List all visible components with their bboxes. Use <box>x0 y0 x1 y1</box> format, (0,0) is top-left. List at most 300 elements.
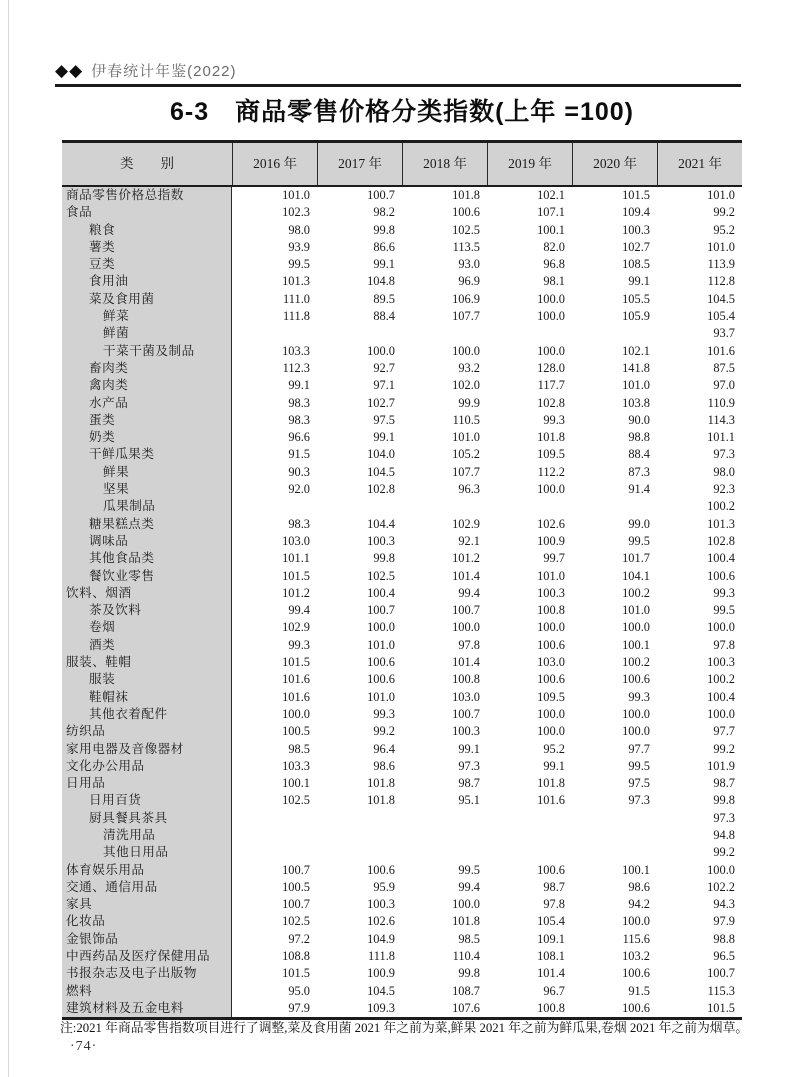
table-row <box>62 827 742 844</box>
row-value: 92.0 <box>288 482 310 497</box>
row-value: 101.4 <box>452 568 480 583</box>
row-category: 酒类 <box>62 637 232 654</box>
row-value: 100.0 <box>537 482 565 497</box>
table-row <box>62 256 742 273</box>
table-row <box>62 810 742 827</box>
row-value: 101.0 <box>707 239 735 254</box>
table-row <box>62 222 742 239</box>
row-value: 88.4 <box>628 447 650 462</box>
table-row <box>62 273 742 290</box>
row-category: 饮料、烟酒 <box>62 585 232 602</box>
row-value: 99.3 <box>713 585 735 600</box>
row-value: 103.3 <box>282 343 310 358</box>
row-value: 98.7 <box>458 776 480 791</box>
row-value: 98.8 <box>628 430 650 445</box>
row-value: 99.3 <box>628 689 650 704</box>
row-value <box>232 844 317 861</box>
row-value: 109.5 <box>537 447 565 462</box>
row-category: 清洗用品 <box>62 827 232 844</box>
row-value: 100.7 <box>367 603 395 618</box>
row-value: 100.7 <box>707 966 735 981</box>
row-value: 100.6 <box>537 862 565 877</box>
row-value: 97.2 <box>288 931 310 946</box>
table-row <box>62 395 742 412</box>
table-footnote: 注:2021 年商品零售指数项目进行了调整,菜及食用菌 2021 年之前为菜,鲜果 2021 年之前为鲜瓜果,卷烟 2021 年之前为烟草。 <box>60 1021 749 1035</box>
row-value: 102.5 <box>452 222 480 237</box>
row-value: 100.7 <box>282 862 310 877</box>
table-row <box>62 308 742 325</box>
row-value: 101.8 <box>537 776 565 791</box>
row-value: 99.1 <box>543 758 565 773</box>
row-value: 102.7 <box>622 239 650 254</box>
table-row <box>62 360 742 377</box>
table-row <box>62 931 742 948</box>
row-value: 99.2 <box>373 724 395 739</box>
row-value: 102.7 <box>367 395 395 410</box>
row-value: 92.1 <box>458 533 480 548</box>
price-index-table <box>62 140 742 1020</box>
row-category: 菜及食用菌 <box>62 291 232 308</box>
row-value: 112.3 <box>282 360 310 375</box>
row-value: 113.9 <box>707 257 735 272</box>
row-value: 100.6 <box>622 966 650 981</box>
table-row <box>62 446 742 463</box>
row-value: 111.8 <box>368 949 395 964</box>
row-category: 体育娱乐用品 <box>62 862 232 879</box>
table-title: 6-3 商品零售价格分类指数(上年 =100) <box>169 98 635 126</box>
row-value: 100.8 <box>537 1000 565 1015</box>
row-value: 100.0 <box>537 343 565 358</box>
row-value: 100.1 <box>622 637 650 652</box>
row-value: 101.7 <box>622 551 650 566</box>
row-value: 110.4 <box>452 949 480 964</box>
row-value: 100.3 <box>367 533 395 548</box>
row-value: 104.8 <box>367 274 395 289</box>
row-value <box>402 827 487 844</box>
row-value: 99.5 <box>288 257 310 272</box>
row-value: 100.6 <box>367 672 395 687</box>
row-category: 粮食 <box>62 222 232 239</box>
row-value: 100.2 <box>707 672 735 687</box>
header-year-cell: 2020 年 <box>572 143 657 185</box>
row-value: 100.3 <box>707 655 735 670</box>
row-value: 97.0 <box>713 378 735 393</box>
table-row <box>62 516 742 533</box>
row-value: 101.0 <box>367 637 395 652</box>
row-value: 99.3 <box>543 412 565 427</box>
table-row <box>62 1000 742 1017</box>
diamond-icon: ◆◆ <box>55 60 84 80</box>
row-category: 纺织品 <box>62 723 232 740</box>
row-value: 100.4 <box>367 585 395 600</box>
row-category: 化妆品 <box>62 913 232 930</box>
row-value: 99.4 <box>288 603 310 618</box>
row-value: 108.5 <box>622 257 650 272</box>
row-value <box>487 498 572 515</box>
row-value: 100.7 <box>367 188 395 202</box>
row-value: 100.3 <box>367 897 395 912</box>
row-value: 96.5 <box>713 949 735 964</box>
row-value: 95.2 <box>713 222 735 237</box>
header-year-cell: 2019 年 <box>487 143 572 185</box>
row-value: 97.9 <box>288 1000 310 1015</box>
row-value: 101.0 <box>622 378 650 393</box>
row-category: 薯类 <box>62 239 232 256</box>
row-value: 109.1 <box>537 931 565 946</box>
row-category: 坚果 <box>62 481 232 498</box>
row-value <box>317 325 402 342</box>
row-value: 98.5 <box>458 931 480 946</box>
row-value: 99.4 <box>458 585 480 600</box>
row-category: 奶类 <box>62 429 232 446</box>
row-value: 99.5 <box>458 862 480 877</box>
row-value: 97.7 <box>628 741 650 756</box>
row-value: 100.3 <box>452 724 480 739</box>
row-value: 93.0 <box>458 257 480 272</box>
row-value: 100.0 <box>537 724 565 739</box>
row-value: 102.0 <box>452 378 480 393</box>
row-value: 100.1 <box>282 776 310 791</box>
row-category: 日用品 <box>62 775 232 792</box>
row-category: 其他日用品 <box>62 844 232 861</box>
row-value: 101.2 <box>282 585 310 600</box>
row-value: 98.6 <box>628 879 650 894</box>
row-value: 100.0 <box>452 343 480 358</box>
row-value: 99.1 <box>288 378 310 393</box>
row-value: 95.9 <box>373 879 395 894</box>
table-row <box>62 913 742 930</box>
table-row <box>62 671 742 688</box>
table-row <box>62 896 742 913</box>
row-value: 111.8 <box>283 309 310 324</box>
row-value: 105.4 <box>707 309 735 324</box>
row-value: 101.1 <box>707 430 735 445</box>
row-value: 99.5 <box>628 758 650 773</box>
row-value: 96.4 <box>373 741 395 756</box>
row-value: 101.8 <box>452 914 480 929</box>
row-category: 食用油 <box>62 273 232 290</box>
row-value: 112.2 <box>537 464 565 479</box>
row-value: 101.0 <box>367 689 395 704</box>
row-value: 101.8 <box>367 776 395 791</box>
row-value: 114.3 <box>707 412 735 427</box>
row-value: 94.8 <box>713 827 735 842</box>
row-value: 100.6 <box>622 672 650 687</box>
row-value: 100.0 <box>537 309 565 324</box>
table-row <box>62 844 742 861</box>
row-value: 102.8 <box>707 533 735 548</box>
row-value: 100.1 <box>622 862 650 877</box>
row-category: 餐饮业零售 <box>62 568 232 585</box>
row-value: 106.9 <box>452 291 480 306</box>
row-value: 90.0 <box>628 412 650 427</box>
row-value: 98.3 <box>288 395 310 410</box>
row-value <box>317 844 402 861</box>
row-value: 109.4 <box>622 205 650 220</box>
table-row <box>62 723 742 740</box>
row-value: 98.1 <box>543 274 565 289</box>
row-value: 98.7 <box>543 879 565 894</box>
row-value: 104.9 <box>367 931 395 946</box>
row-value: 96.7 <box>543 983 565 998</box>
row-category: 家用电器及音像器材 <box>62 741 232 758</box>
row-value: 99.2 <box>713 741 735 756</box>
row-value: 86.6 <box>373 239 395 254</box>
row-value: 97.9 <box>713 914 735 929</box>
row-value: 104.5 <box>367 983 395 998</box>
row-value: 100.0 <box>282 706 310 721</box>
row-value: 101.8 <box>537 430 565 445</box>
row-value <box>402 810 487 827</box>
row-value: 101.1 <box>282 551 310 566</box>
row-category: 鲜菜 <box>62 308 232 325</box>
row-value: 101.9 <box>707 758 735 773</box>
row-category: 书报杂志及电子出版物 <box>62 965 232 982</box>
row-category: 文化办公用品 <box>62 758 232 775</box>
row-value: 102.5 <box>282 793 310 808</box>
table-row <box>62 602 742 619</box>
row-value: 102.8 <box>537 395 565 410</box>
row-value: 102.2 <box>707 879 735 894</box>
row-value <box>402 325 487 342</box>
table-row <box>62 741 742 758</box>
row-value <box>572 325 657 342</box>
row-category: 调味品 <box>62 533 232 550</box>
table-row <box>62 585 742 602</box>
table-body <box>62 187 742 1017</box>
row-category: 蛋类 <box>62 412 232 429</box>
row-value: 105.9 <box>622 309 650 324</box>
header-year-cell: 2021 年 <box>657 143 742 185</box>
table-row <box>62 429 742 446</box>
yearbook-title: 伊春统计年鉴(2022) <box>91 62 237 80</box>
row-value: 92.3 <box>713 482 735 497</box>
row-value: 97.5 <box>628 776 650 791</box>
row-value: 110.5 <box>452 412 480 427</box>
row-value: 108.1 <box>537 949 565 964</box>
row-value: 115.6 <box>622 931 650 946</box>
row-category: 金银饰品 <box>62 931 232 948</box>
row-value: 97.8 <box>713 637 735 652</box>
row-value: 105.4 <box>537 914 565 929</box>
row-value: 103.0 <box>452 689 480 704</box>
row-value: 104.5 <box>707 291 735 306</box>
header-rule <box>55 84 741 87</box>
table-row <box>62 498 742 515</box>
row-value: 100.1 <box>537 222 565 237</box>
row-value: 112.8 <box>707 274 735 289</box>
table-row <box>62 706 742 723</box>
table-row <box>62 412 742 429</box>
row-value <box>317 827 402 844</box>
row-category: 畜肉类 <box>62 360 232 377</box>
row-value: 100.7 <box>452 603 480 618</box>
row-value: 100.2 <box>622 585 650 600</box>
row-category: 交通、通信用品 <box>62 879 232 896</box>
row-value: 96.9 <box>458 274 480 289</box>
row-value: 100.2 <box>707 499 735 514</box>
row-value: 101.2 <box>452 551 480 566</box>
row-value: 100.6 <box>367 862 395 877</box>
row-value: 97.3 <box>713 810 735 825</box>
row-value <box>487 325 572 342</box>
row-category: 禽肉类 <box>62 377 232 394</box>
table-row <box>62 654 742 671</box>
table-row <box>62 637 742 654</box>
row-value: 100.4 <box>707 689 735 704</box>
row-value: 99.9 <box>458 395 480 410</box>
row-value: 99.8 <box>373 222 395 237</box>
row-value: 102.9 <box>452 516 480 531</box>
row-value: 101.0 <box>537 568 565 583</box>
row-value: 104.5 <box>367 464 395 479</box>
row-value: 104.0 <box>367 447 395 462</box>
table-row <box>62 204 742 221</box>
row-value: 91.4 <box>628 482 650 497</box>
table-row <box>62 862 742 879</box>
row-value: 109.3 <box>367 1000 395 1015</box>
table-row <box>62 377 742 394</box>
row-category: 糖果糕点类 <box>62 516 232 533</box>
row-category: 鞋帽袜 <box>62 689 232 706</box>
row-value: 101.5 <box>282 966 310 981</box>
row-value <box>232 810 317 827</box>
row-value: 100.6 <box>537 637 565 652</box>
table-header-row <box>62 143 742 187</box>
row-value: 99.8 <box>713 793 735 808</box>
row-value: 100.8 <box>452 672 480 687</box>
row-value: 97.5 <box>373 412 395 427</box>
row-value: 100.0 <box>537 620 565 635</box>
row-value: 89.5 <box>373 291 395 306</box>
row-value: 96.8 <box>543 257 565 272</box>
row-value: 96.6 <box>288 430 310 445</box>
row-value: 97.7 <box>713 724 735 739</box>
row-value: 100.5 <box>282 879 310 894</box>
row-category: 干鲜瓜果类 <box>62 446 232 463</box>
row-value: 101.5 <box>282 568 310 583</box>
row-value: 99.8 <box>458 966 480 981</box>
row-value <box>317 498 402 515</box>
row-value: 97.1 <box>373 378 395 393</box>
row-value: 100.2 <box>622 655 650 670</box>
row-value: 100.0 <box>452 620 480 635</box>
row-category: 其他食品类 <box>62 550 232 567</box>
row-value: 98.2 <box>373 205 395 220</box>
row-value: 99.3 <box>288 637 310 652</box>
row-category: 家具 <box>62 896 232 913</box>
table-row <box>62 983 742 1000</box>
row-value <box>232 827 317 844</box>
row-value: 82.0 <box>543 239 565 254</box>
row-value: 101.5 <box>282 655 310 670</box>
row-value: 91.5 <box>288 447 310 462</box>
row-value: 108.8 <box>282 949 310 964</box>
row-value: 100.6 <box>707 568 735 583</box>
row-value: 99.7 <box>543 551 565 566</box>
row-value: 100.0 <box>622 914 650 929</box>
row-value: 100.0 <box>622 724 650 739</box>
row-value: 115.3 <box>707 983 735 998</box>
row-value: 97.3 <box>713 447 735 462</box>
row-value <box>317 810 402 827</box>
table-row <box>62 758 742 775</box>
table-row <box>62 291 742 308</box>
row-value: 102.5 <box>367 568 395 583</box>
row-value: 87.3 <box>628 464 650 479</box>
row-value: 100.5 <box>282 724 310 739</box>
row-value: 102.9 <box>282 620 310 635</box>
row-value: 128.0 <box>537 360 565 375</box>
row-value: 141.8 <box>622 360 650 375</box>
row-value: 107.6 <box>452 1000 480 1015</box>
row-category: 建筑材料及五金电料 <box>62 1000 232 1017</box>
row-value: 99.5 <box>713 603 735 618</box>
page-header <box>55 58 237 82</box>
row-value: 103.8 <box>622 395 650 410</box>
row-value: 99.1 <box>458 741 480 756</box>
row-value: 109.5 <box>537 689 565 704</box>
row-category: 日用百货 <box>62 792 232 809</box>
row-value: 93.7 <box>713 326 735 341</box>
header-year-cell: 2016 年 <box>232 143 317 185</box>
row-value: 92.7 <box>373 360 395 375</box>
row-value <box>232 498 317 515</box>
row-value: 98.0 <box>288 222 310 237</box>
row-value: 102.1 <box>622 343 650 358</box>
header-year-cell: 2017 年 <box>317 143 402 185</box>
header-category-cell: 类 别 <box>120 156 174 171</box>
row-value: 102.6 <box>367 914 395 929</box>
row-value: 99.4 <box>458 879 480 894</box>
row-category: 燃料 <box>62 983 232 1000</box>
row-value <box>572 827 657 844</box>
row-value: 101.0 <box>452 430 480 445</box>
row-category: 食品 <box>62 204 232 221</box>
row-value: 102.8 <box>367 482 395 497</box>
row-value: 100.0 <box>537 291 565 306</box>
row-value: 102.6 <box>537 516 565 531</box>
row-value: 97.3 <box>458 758 480 773</box>
row-category: 瓜果制品 <box>62 498 232 515</box>
row-value: 100.8 <box>537 603 565 618</box>
row-value: 107.7 <box>452 464 480 479</box>
row-value: 103.2 <box>622 949 650 964</box>
row-value: 110.9 <box>707 395 735 410</box>
row-value <box>572 498 657 515</box>
table-row <box>62 325 742 342</box>
row-value: 100.0 <box>367 620 395 635</box>
row-value: 100.0 <box>622 620 650 635</box>
row-value <box>487 844 572 861</box>
row-value: 103.0 <box>537 655 565 670</box>
table-row <box>62 343 742 360</box>
row-value: 105.5 <box>622 291 650 306</box>
row-value: 93.2 <box>458 360 480 375</box>
table-row <box>62 792 742 809</box>
row-value: 88.4 <box>373 309 395 324</box>
row-value: 100.9 <box>367 966 395 981</box>
row-value: 111.0 <box>283 291 310 306</box>
row-value <box>402 844 487 861</box>
row-category: 豆类 <box>62 256 232 273</box>
row-value: 99.1 <box>628 274 650 289</box>
row-value: 100.0 <box>707 706 735 721</box>
row-value: 100.0 <box>707 862 735 877</box>
row-value: 98.3 <box>288 516 310 531</box>
row-value: 107.1 <box>537 205 565 220</box>
row-value: 100.3 <box>622 222 650 237</box>
